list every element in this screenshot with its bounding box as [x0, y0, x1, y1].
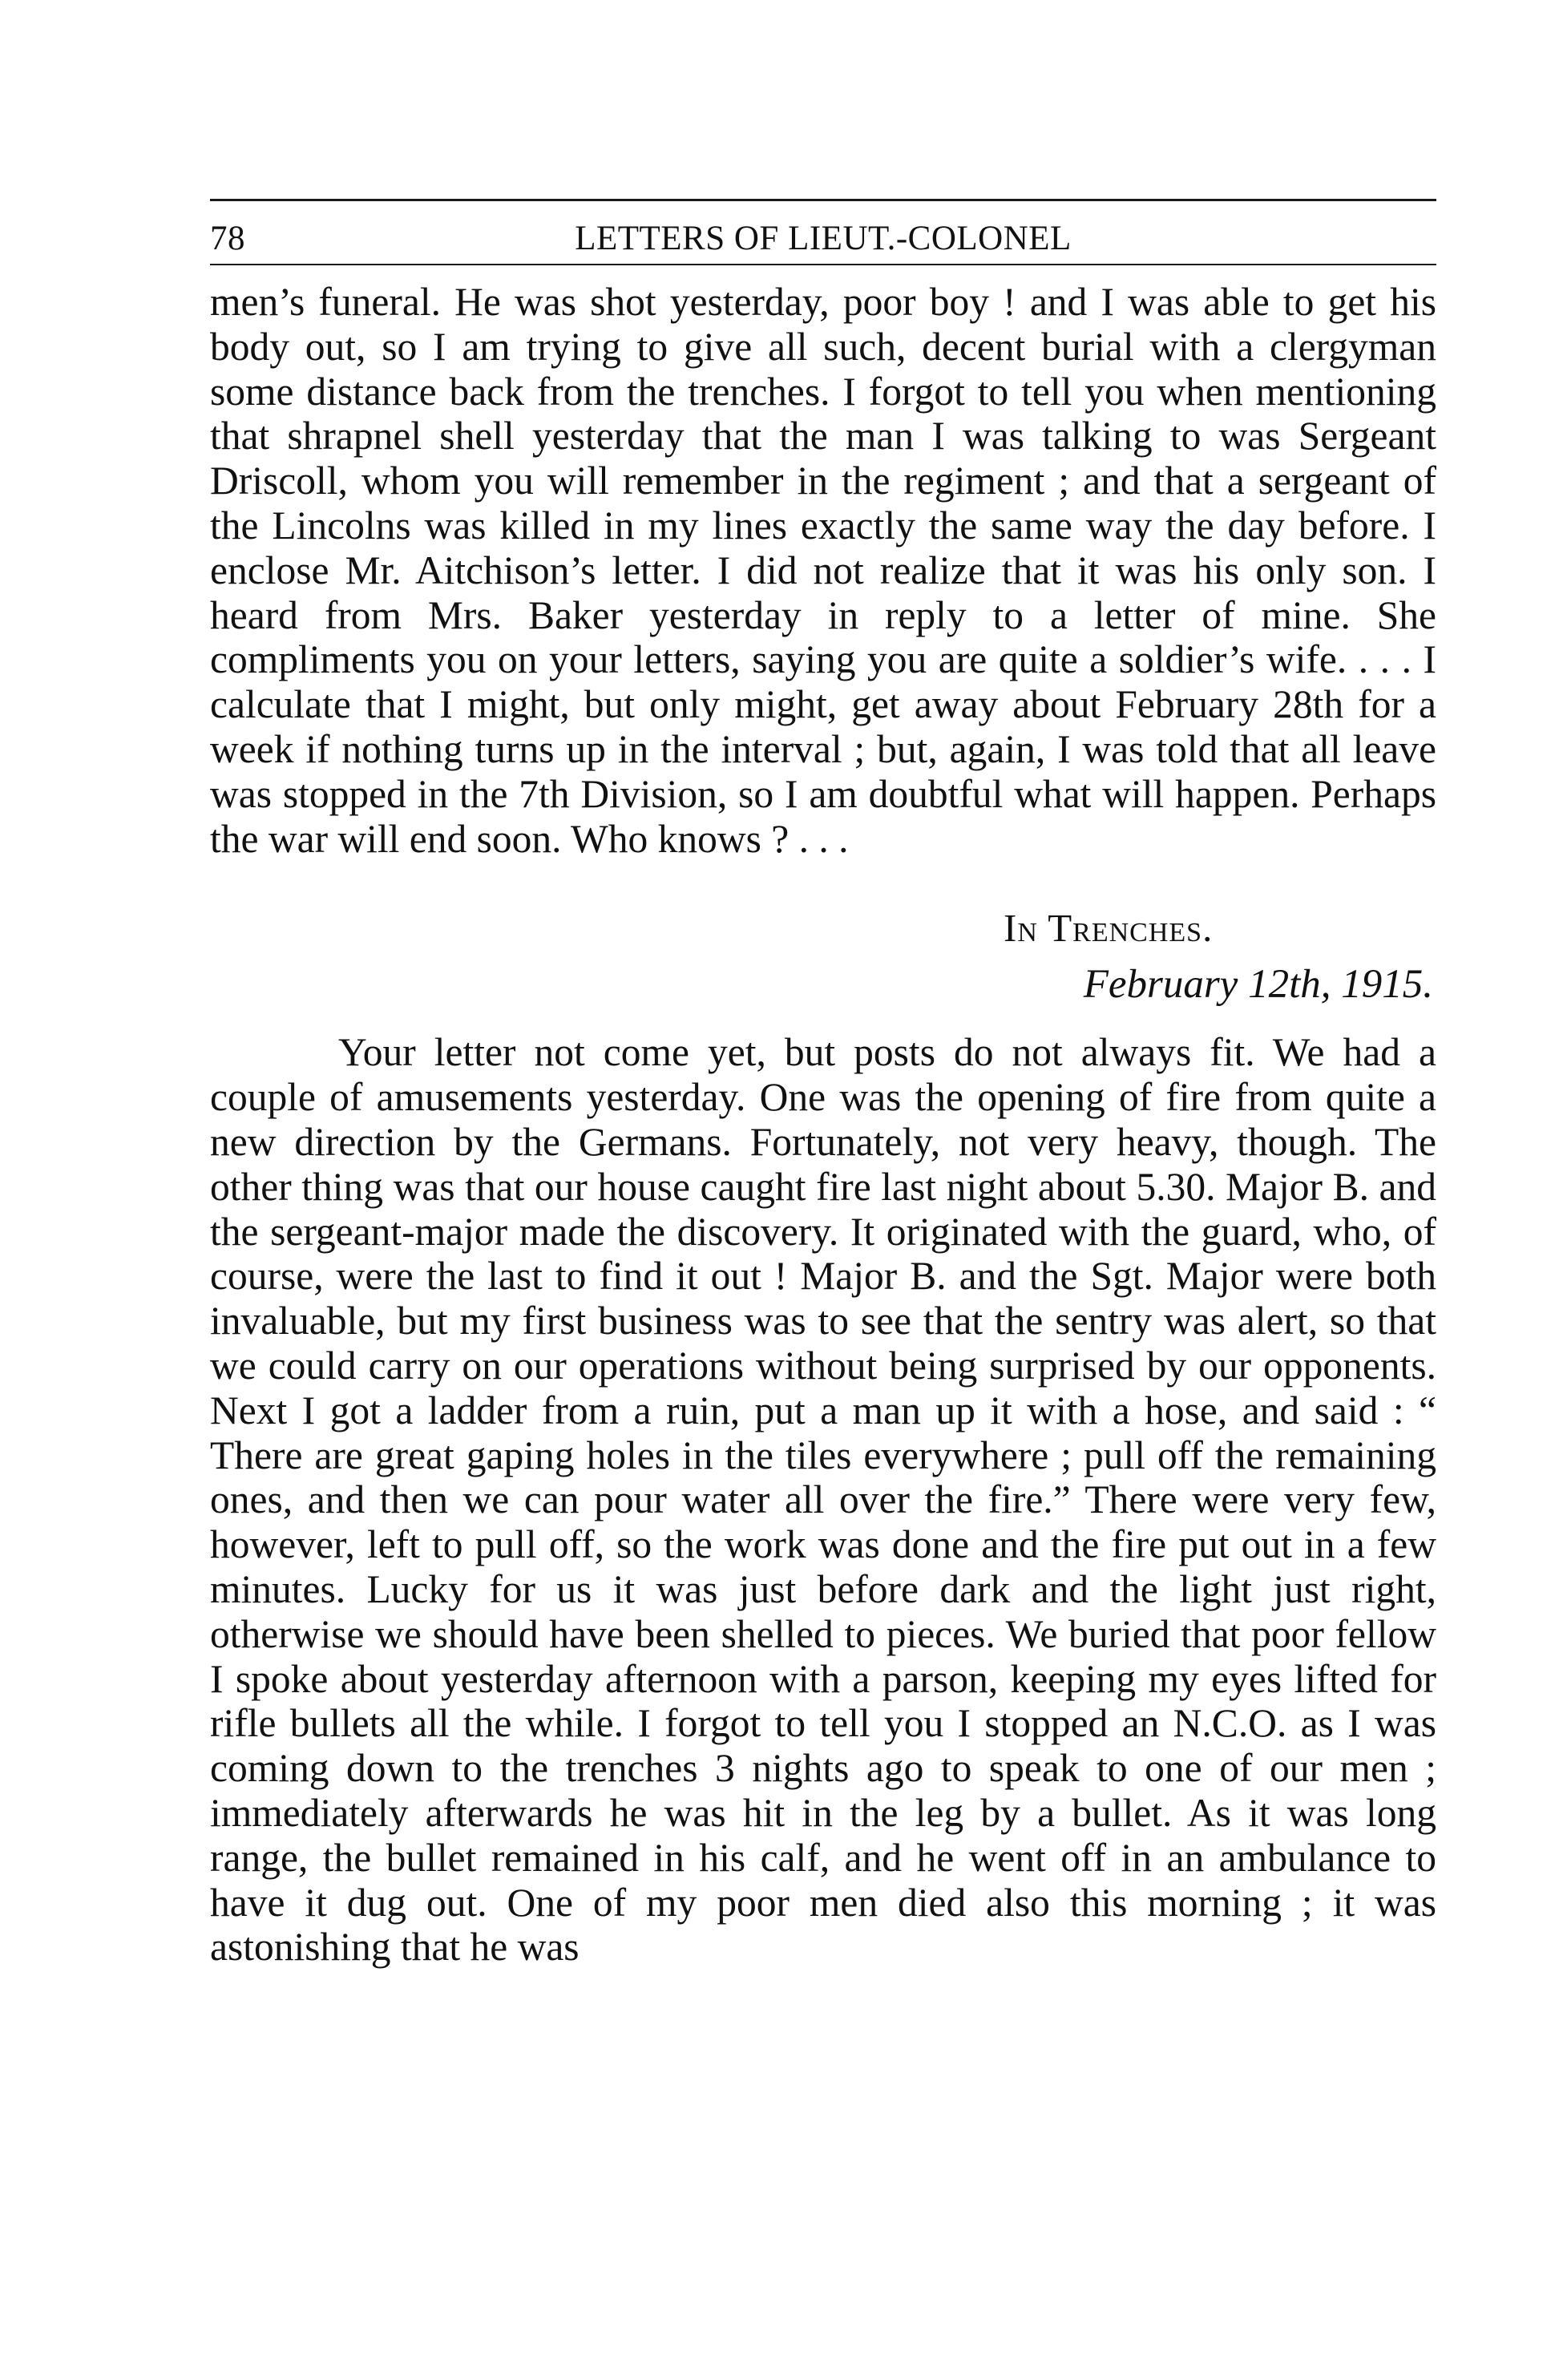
header-bottom-rule [210, 264, 1436, 265]
dateline-place: In Trenches. [1004, 906, 1214, 951]
paragraph-continued: men’s funeral. He was shot yesterday, poor boy ! and I was able to get his body out, so I am trying to give all such, decent burial with a clergyman some distance back from the trenches. I forgot to tell you when mentioning that shrapnel shell yesterday that the man I was talking to was Sergeant Driscoll, whom you will remember in the regiment ; and that a sergeant of the Lincolns was killed in my lines exactly the same way the day before. I enclose Mr. Aitchison’s letter. I did not realize that it was his only son. I heard from Mrs. Baker yesterday in reply to a letter of mine. She compliments you on your letters, saying you are quite a soldier’s wife. . . . I calculate that I might, but only might, get away about February 28th for a week if nothing turns up in the interval ; but, again, I was told that all leave was stopped in the 7th Division, so I am doubtful what will happen. Perhaps the war will end soon. Who knows ? . . . [210, 280, 1436, 861]
dateline-date: February 12th, 1915. [1083, 962, 1433, 1008]
page-number: 78 [210, 220, 245, 257]
running-title: LETTERS OF LIEUT.-COLONEL [575, 220, 1072, 257]
letter-paragraph: Your letter not come yet, but posts do not always fit. We had a couple of amusements yesterday. One was the opening of fire from quite a new direction by the Germans. Fortunately, not very heavy, though. The other thing was that our house caught fire last night about 5.30. Major B. and the sergeant-major made the discovery. It originated with the guard, who, of course, were the last to find it out ! Major B. and the Sgt. Major were both invaluable, but my first business was to see that the sentry was alert, so that we could carry on our operations without being surprised by our opponents. Next I got a ladder from a ruin, put a man up it with a hose, and said : “ There are great gaping holes in the tiles everywhere ; pull off the remaining ones, and then we can pour water all over the fire.” There were very few, however, left to pull off, so the work was done and the fire put out in a few minutes. Lucky for us it was just before dark and the light just right, otherwise we should have been shelled to pieces. We buried that poor fellow I spoke about yesterday afternoon with a parson, keeping my eyes lifted for rifle bullets all the while. I forgot to tell you I stopped an N.C.O. as I was coming down to the trenches 3 nights ago to speak to one of our men ; immediately afterwards he was hit in the leg by a bullet. As it was long range, the bullet remained in his calf, and he went off in an ambulance to have it dug out. One of my poor men died also this morning ; it was astonishing that he was [210, 1030, 1436, 1970]
running-head [210, 201, 1436, 264]
letter-dateline [210, 897, 1436, 1025]
book-page [210, 199, 1436, 1970]
